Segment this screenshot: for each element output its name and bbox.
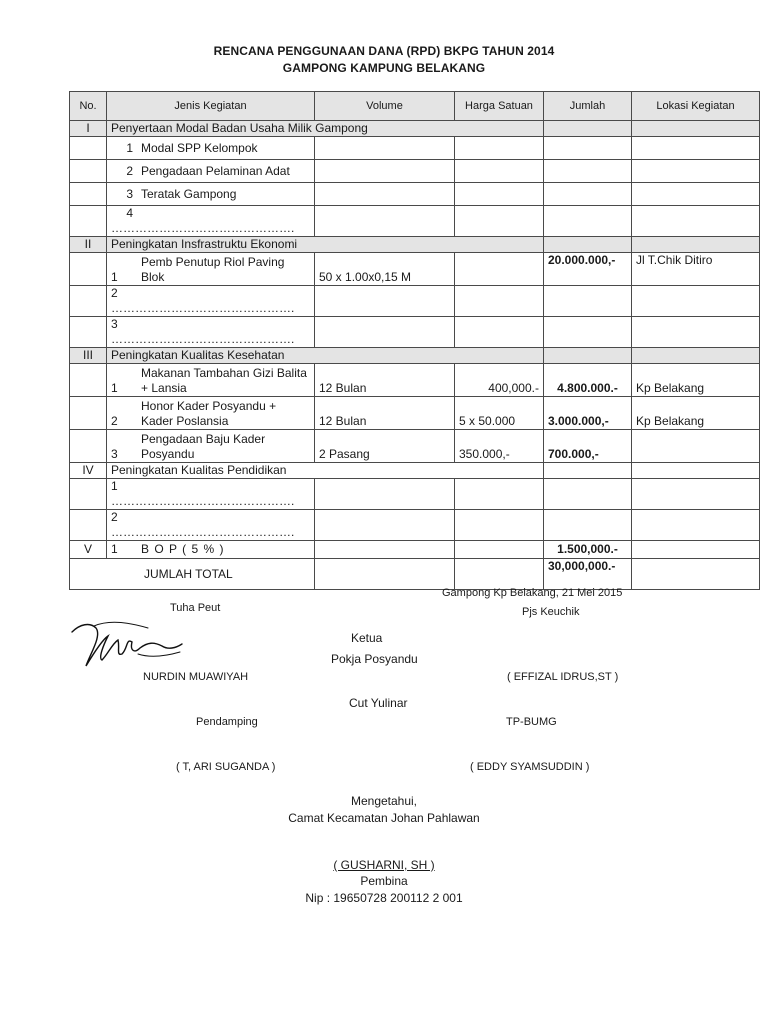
ari-name: ( T, ARI SUGANDA ) xyxy=(176,761,276,773)
table-row: 3………………………………………. xyxy=(70,317,760,348)
section-row: V 1 B O P ( 5 % ) 1.500,000.- xyxy=(70,541,760,559)
signature-image xyxy=(68,614,188,676)
col-jumlah: Jumlah xyxy=(544,92,632,121)
section-num: II xyxy=(70,237,107,253)
pokja-label: Pokja Posyandu xyxy=(331,652,418,666)
col-jenis-kegiatan: Jenis Kegiatan xyxy=(107,92,315,121)
table-row: 2 Honor Kader Posyandu + Kader Poslansia 12 Bulan 5 x 50.000 3.000.000,- Kp Belakang xyxy=(70,397,760,430)
section-row xyxy=(70,463,760,479)
gusharni-name: ( GUSHARNI, SH ) xyxy=(333,858,435,872)
col-lokasi: Lokasi Kegiatan xyxy=(632,92,760,121)
total-label: JUMLAH TOTAL xyxy=(70,559,315,590)
table-row: 4………………………………………. xyxy=(70,206,760,237)
tpbumg-label: TP-BUMG xyxy=(506,716,557,728)
camat-label: Camat Kecamatan Johan Pahlawan xyxy=(288,811,480,825)
document-title: RENCANA PENGGUNAAN DANA (RPD) BKPG TAHUN 2014 xyxy=(213,44,555,58)
section-num: V xyxy=(70,541,107,559)
section-num: IV xyxy=(70,463,107,479)
section-num: III xyxy=(70,348,107,364)
place-date: Gampong Kp Belakang, 21 Mei 2015 xyxy=(442,587,623,599)
table-header xyxy=(70,92,760,121)
table-row: 1 Makanan Tambahan Gizi Balita + Lansia 12 Bulan 400,000.- 4.800.000.- Kp Belakang xyxy=(70,364,760,397)
section-row xyxy=(70,348,760,364)
table-row: 1………………………………………. xyxy=(70,479,760,510)
ketua-label: Ketua xyxy=(351,631,383,645)
table-row: 1 Modal SPP Kelompok xyxy=(70,137,760,160)
pjs-keuchik-label: Pjs Keuchik xyxy=(522,606,580,618)
section-label: Penyertaan Modal Badan Usaha Milik Gampong xyxy=(107,121,544,137)
total-value: 30,000,000.- xyxy=(544,559,632,590)
rpd-table xyxy=(69,91,760,590)
table-row: 2………………………………………. xyxy=(70,286,760,317)
section-label: Peningkatan Kualitas Kesehatan xyxy=(107,348,544,364)
col-harga-satuan: Harga Satuan xyxy=(455,92,544,121)
table-row: 3 Teratak Gampong xyxy=(70,183,760,206)
nip-label: Nip : 19650728 200112 2 001 xyxy=(305,891,463,905)
nurdin-name: NURDIN MUAWIYAH xyxy=(143,671,249,683)
section-row xyxy=(70,121,760,137)
col-no: No. xyxy=(70,92,107,121)
col-volume: Volume xyxy=(315,92,455,121)
table-row: 2 Pengadaan Pelaminan Adat xyxy=(70,160,760,183)
document-subtitle: GAMPONG KAMPUNG BELAKANG xyxy=(282,61,486,75)
section-label: Peningkatan Insfrastruktu Ekonomi xyxy=(107,237,544,253)
cut-name: Cut Yulinar xyxy=(349,696,408,710)
section-label: Peningkatan Kualitas Pendidikan xyxy=(107,463,544,479)
tuha-peut-label: Tuha Peut xyxy=(170,602,221,614)
pembina-label: Pembina xyxy=(360,874,408,888)
total-row xyxy=(70,559,760,590)
table-row: 2………………………………………. xyxy=(70,510,760,541)
table-row: 1 Pemb Penutup Riol Paving Blok 50 x 1.00x0,15 M 20.000.000,- Jl T.Chik Ditiro xyxy=(70,253,760,286)
pendamping-label: Pendamping xyxy=(196,716,258,728)
eddy-name: ( EDDY SYAMSUDDIN ) xyxy=(470,761,590,773)
table-row: 3 Pengadaan Baju Kader Posyandu 2 Pasang 350.000,- 700.000,- xyxy=(70,430,760,463)
mengetahui-label: Mengetahui, xyxy=(350,794,418,808)
section-num: I xyxy=(70,121,107,137)
section-row xyxy=(70,237,760,253)
effizal-name: ( EFFIZAL IDRUS,ST ) xyxy=(507,671,619,683)
